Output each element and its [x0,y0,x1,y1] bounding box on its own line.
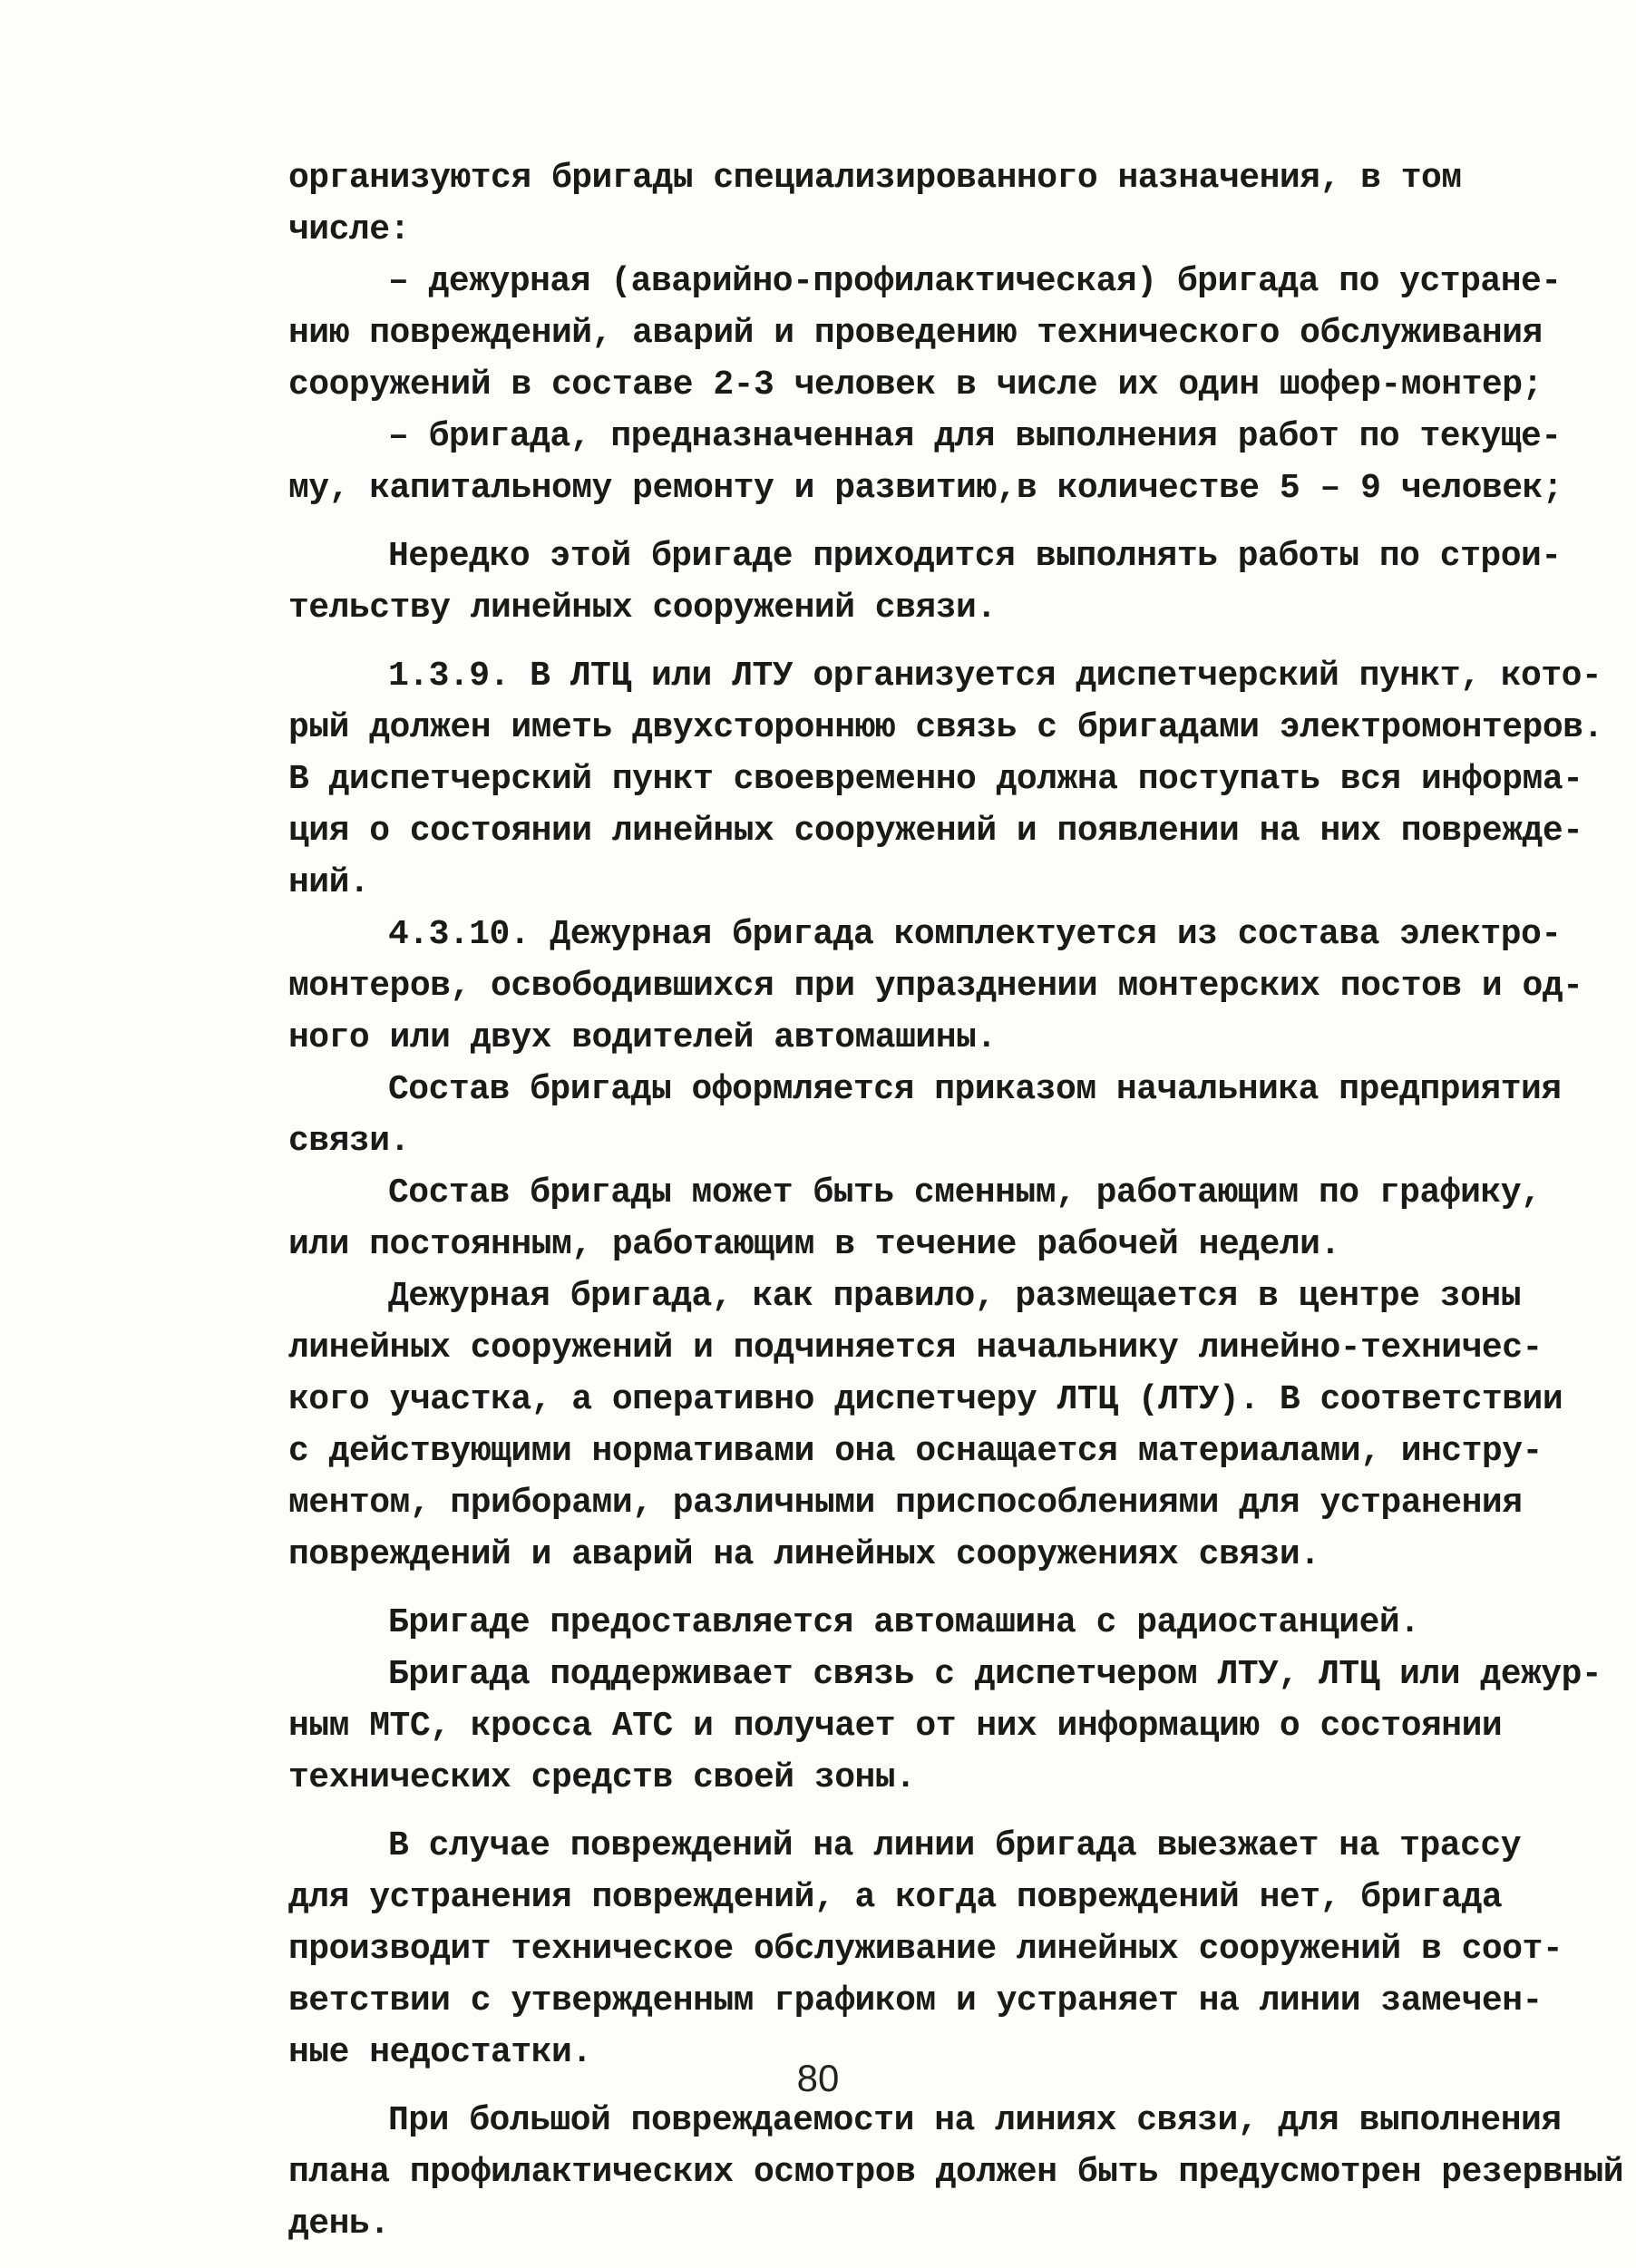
text-line: технических средств своей зоны. [288,1758,916,1797]
text-line: При большой повреждаемости на линиях связи, для выполнения [388,2101,1562,2140]
paragraph-location [288,1270,1563,1581]
text-line: ные недостатки. [288,2033,592,2072]
text-line: В случае повреждений на линии бригада выезжает на трассу [388,1826,1522,1865]
text-line: или постоянным, работающим в течение рабочей недели. [288,1225,1340,1264]
text-line: производит техническое обслуживание линейных сооружений в соот- [288,1930,1563,1969]
text-line: организуются бригады специализированного назначения, в том [288,159,1462,198]
text-line: му, капитальному ремонту и развитию,в количестве 5 – 9 человек; [288,469,1563,508]
text-line: сооружений в составе 2-3 человек в числе их один шофер-монтер; [288,365,1543,404]
paragraph-duty-staffing [288,909,1583,1064]
paragraph-construction [288,530,1562,634]
text-line: Состав бригады может быть сменным, работающим по графику, [388,1173,1542,1212]
text-line: – бригада, предназначенная для выполнения работ по текуще- [388,417,1562,456]
text-line: повреждений и аварий на линейных сооружениях связи. [288,1535,1320,1574]
text-line: ний. [288,863,370,902]
paragraph-gap [288,514,1504,530]
paragraph-repair-brigade [288,411,1563,514]
text-line: с действующими нормативами она оснащается материалами, инстру- [288,1432,1543,1471]
text-line: Дежурная бригада, как правило, размещается в центре зоны [388,1277,1522,1316]
text-line: ментом, приборами, различными приспособлениями для устранения [288,1484,1523,1523]
text-line: – дежурная (аварийно-профилактическая) бригада по устране- [388,262,1562,301]
paragraph-order [288,1064,1562,1167]
document-body [288,152,1624,2250]
text-line: ветствии с утвержденным графиком и устраняет на линии замечен- [288,1981,1543,2020]
page-number: 80 [796,2057,840,2099]
text-line: 1.3.9. В ЛТЦ или ЛТУ организуется диспетчерский пункт, кото- [388,657,1602,696]
text-line: ным МТС, кросса АТС и получает от них информацию о состоянии [288,1707,1503,1746]
text-line: Состав бригады оформляется приказом начальника предприятия [388,1070,1562,1109]
paragraph-gap [288,1804,1504,1820]
paragraph-dispatch-point [288,650,1603,909]
text-line: ного или двух водителей автомашины. [288,1018,997,1057]
paragraph-intro [288,152,1504,256]
text-line: для устранения повреждений, а когда повреждений нет, бригада [288,1878,1503,1917]
paragraph-gap [288,634,1504,650]
paragraph-damage [288,1820,1563,2078]
paragraph-duty-brigade [288,256,1562,411]
paragraph-vehicle [288,1597,1504,1649]
text-line: 4.3.10. Дежурная бригада комплектуется из состава электро- [388,915,1562,954]
text-line: рый должен иметь двухстороннюю связь с бригадами электромонтеров. [288,708,1603,747]
text-line: связи. [288,1122,410,1161]
text-line: Бригада поддерживает связь с диспетчером ЛТУ, ЛТЦ или дежур- [388,1655,1602,1694]
text-line: нию повреждений, аварий и проведению технического обслуживания [288,314,1543,353]
text-line: линейных сооружений и подчиняется начальнику линейно-техничес- [288,1329,1543,1368]
text-line: плана профилактических осмотров должен быть предусмотрен резервный [288,2153,1624,2192]
text-line: числе: [288,210,410,249]
paragraph-communication [288,1649,1602,1804]
paragraph-shift [288,1167,1542,1270]
text-line: Бригаде предоставляется автомашина с радиостанцией. [388,1603,1420,1642]
text-line: Нередко этой бригаде приходится выполнять работы по строи- [388,537,1562,576]
text-line: монтеров, освободившихся при упразднении монтерских постов и од- [288,967,1583,1006]
text-line: тельству линейных сооружений связи. [288,589,997,628]
text-line: ция о состоянии линейных сооружений и появлении на них поврежде- [288,812,1583,851]
text-line: кого участка, а оперативно диспетчеру ЛТЦ (ЛТУ). В соответствии [288,1380,1563,1419]
paragraph-gap [288,1581,1504,1597]
paragraph-reserve-day [288,2095,1624,2250]
text-line: В диспетчерский пункт своевременно должна поступать вся информа- [288,760,1583,799]
text-line: день. [288,2205,390,2244]
